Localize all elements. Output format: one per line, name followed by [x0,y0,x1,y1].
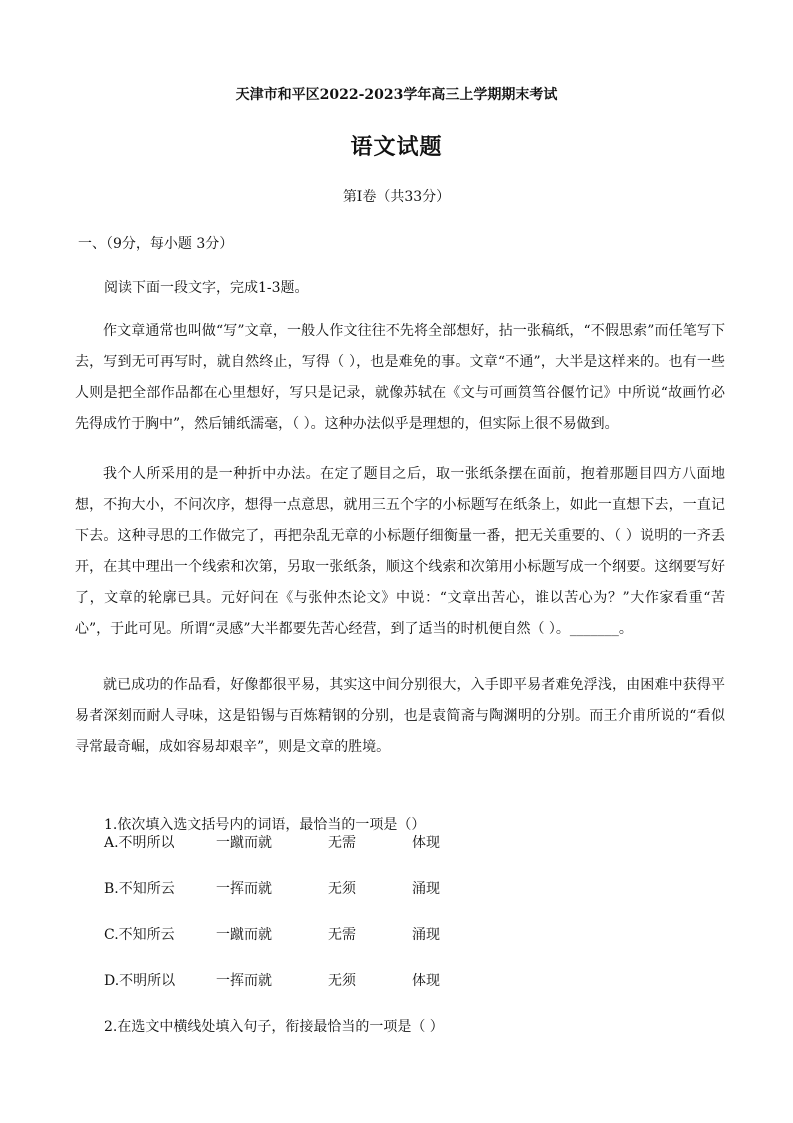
option-word: 一挥而就 [216,881,272,897]
section-heading: 一、（9分，每小题 3分） [78,236,234,252]
exam-title: 天津市和平区2022-2023学年高三上学期期末考试 [235,87,558,103]
volume-label: 第I卷（共33分） [342,189,451,205]
option-word: 体现 [412,835,440,851]
option-word: 涌现 [412,881,440,897]
option-word: B.不知所云 [104,881,175,897]
option-word: D.不明所以 [104,973,176,989]
reading-instruction: 阅读下面一段文字，完成1-3题。 [104,280,309,296]
question-1-stem: 1.依次填入选文括号内的词语，最恰当的一项是（） [104,817,426,833]
option-word: 无须 [328,973,356,989]
option-word: 无须 [328,881,356,897]
option-word: C.不知所云 [104,927,175,943]
option-word: 一挥而就 [216,973,272,989]
subject-title: 语文试题 [350,134,443,160]
option-word: 体现 [412,973,440,989]
passage-paragraph-1: 作文章通常也叫做“写”文章，一般人作文往往不先将全部想好，拈一张稿纸，“不假思索”而任笔写下去，写到无可再写时，就自然终止，写得（ ），也是难免的事。文章“不通”，大半是这样来的。也有一些人则是把全部作品都在心里想好，写只是记录，就像苏轼在《文与可画筼筜谷偃竹记》中所说“故画竹必先得成竹于胸中”，然后铺纸濡毫，（ ）。这种办法似乎是理想的，但实际上很不易做到。 [75,323,725,432]
option-word: 无需 [328,835,356,851]
option-word: 无需 [328,927,356,943]
option-word: A.不明所以 [104,835,175,851]
passage-paragraph-3: 就已成功的作品看，好像都很平易，其实这中间分别很大，入手即平易者难免浮浅，由困难中获得平易者深刻而耐人寻味，这是铅锡与百炼精钢的分别，也是袁简斋与陶渊明的分别。而王介甫所说的“看似寻常最奇崛，成如容易却艰辛”，则是文章的胜境。 [75,677,725,755]
option-word: 涌现 [412,927,440,943]
question-2-stem: 2.在选文中横线处填入句子，衔接最恰当的一项是（ ） [104,1019,444,1035]
option-word: 一蹴而就 [216,835,272,851]
passage-paragraph-2: 我个人所采用的是一种折中办法。在定了题目之后，取一张纸条摆在面前，抱着那题目四方八面地想，不拘大小，不问次序，想得一点意思，就用三五个字的小标题写在纸条上，如此一直想下去，一直记下去。这种寻思的工作做完了，再把杂乱无章的小标题仔细衡量一番，把无关重要的、（ ）说明的一齐丢开，在其中理出一个线索和次第，另取一张纸条，顺这个线索和次第用小标题写成一个纲要。这纲要写好了，文章的轮廓已具。元好问在《与张仲杰论文》中说：“文章出苦心，谁以苦心为？”大作家看重“苦心”，于此可见。所谓“灵感”大半都要先苦心经营，到了适当的时机便自然（ ）。_______。 [75,466,725,637]
option-word: 一蹴而就 [216,927,272,943]
